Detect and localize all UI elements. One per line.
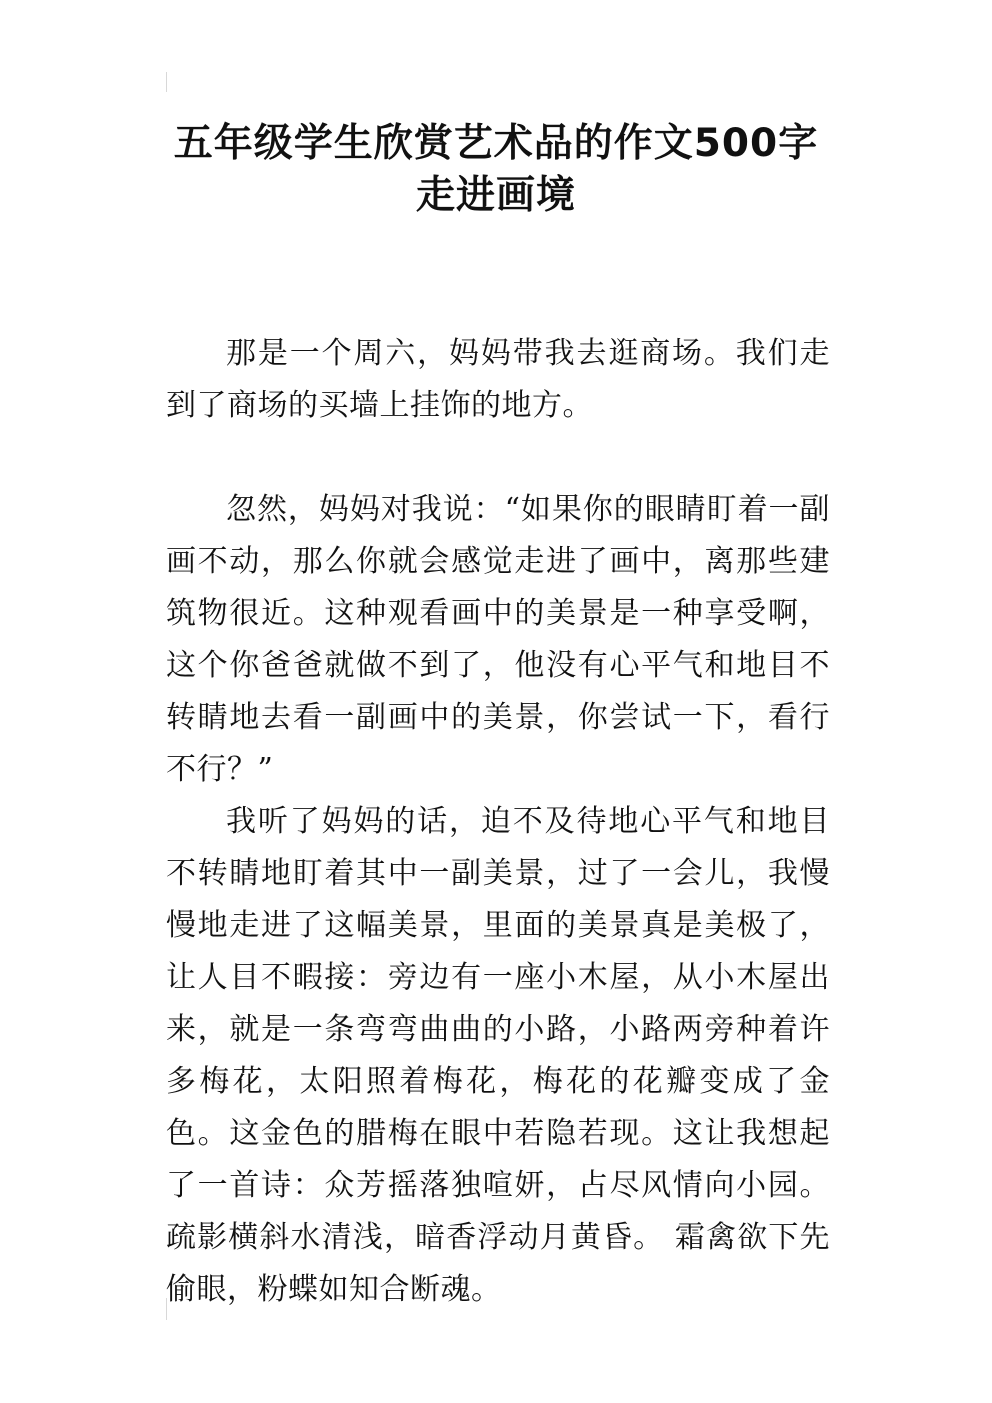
page-edge-mark-top xyxy=(166,72,167,92)
paragraph-1: 那是一个周六，妈妈带我去逛商场。我们走到了商场的买墙上挂饰的地方。 xyxy=(166,336,830,423)
paragraph-3-block xyxy=(166,796,830,1316)
paragraph-3: 我听了妈妈的话，迫不及待地心平气和地目不转睛地盯着其中一副美景，过了一会儿，我慢慢地走进了这幅美景，里面的美景真是美极了，让人目不暇接：旁边有一座小木屋，从小木屋出来，就是一条弯弯曲曲的小路，小路两旁种着许多梅花，太阳照着梅花，梅花的花瓣变成了金色。这金色的腊梅在眼中若隐若现。这让我想起了一首诗：众芳摇落独喧妍，占尽风情向小园。 疏影横斜水清浅，暗香浮动月黄昏。 霜禽欲下先偷眼，粉蝶如知合断魂。 xyxy=(166,804,830,1307)
document-title xyxy=(60,118,932,222)
paragraph-2: 忽然，妈妈对我说：“如果你的眼睛盯着一副画不动，那么你就会感觉走进了画中，离那些建筑物很近。这种观看画中的美景是一种享受啊，这个你爸爸就做不到了，他没有心平气和地目不转睛地去看一副画中的美景，你尝试一下，看行不行？” xyxy=(166,492,830,787)
title-line-1: 五年级学生欣赏艺术品的作文500字 xyxy=(173,121,819,166)
title-line-2: 走进画境 xyxy=(415,173,576,218)
paragraph-2-block xyxy=(166,484,830,796)
paragraph-1-block xyxy=(166,328,830,432)
